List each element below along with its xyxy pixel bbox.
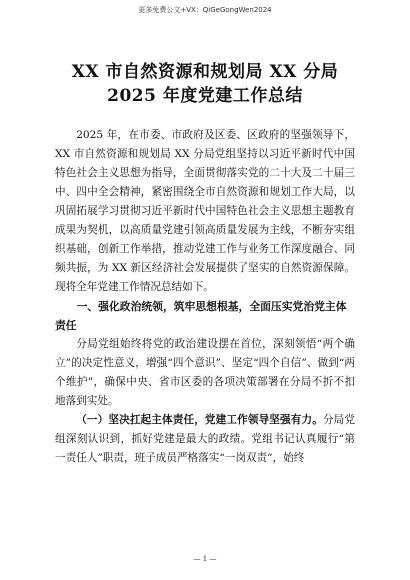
subsection-heading-1: （一）坚决扛起主体责任，党建工作领导坚强有力。 [76, 414, 323, 426]
section-heading-1: 一、强化政治统领，筑牢思想根基，全面压实党治党主体责任 [55, 300, 347, 332]
document-body [55, 126, 355, 468]
subsection-paragraph-1 [55, 411, 355, 468]
section-paragraph-1: 分局党组始终将党的政治建设摆在首位，深刻领悟“两个确立”的决定性意义，增强“四个意识”、坚定“四个自信”、做到“两个维护”，确保中央、省市区委的各项决策部署在分局不折不扣地落到实处。 [55, 338, 355, 407]
page-number: — 1 — [193, 555, 217, 563]
subsection-text-1: 分局党组深刻认识到，抓好党建是最大的政绩。党组书记认真履行“第一责任人”职责，班子成员严格落实“一岗双责”，始终 [55, 414, 356, 464]
intro-paragraph: 2025 年，在市委、市政府及区委、区政府的坚强领导下，XX 市自然资源和规划局 XX 分局党组坚持以习近平新时代中国特色社会主义思想为指导，全面贯彻落实党的二十大及二十届三中、四中全会精神，紧密围绕全市自然资源和规划工作大局，以巩固拓展学习贯彻习近平新时代中国特色社会主义思想主题教育成果为契机，以高质量党建引领高质量发展为主线，不断夯实组织基础，创新工作举措，推动党建工作与业务工作深度融合、同频共振，为 XX 新区经济社会发展提供了坚实的自然资源保障。现将全年党建工作情况总结如下。 [55, 129, 355, 293]
header-note: 更多免费公文+VX：QiGeGongWen2024 [138, 6, 272, 14]
document-title: XX 市自然资源和规划局 XX 分局 2025 年度党建工作总结 [71, 62, 339, 106]
